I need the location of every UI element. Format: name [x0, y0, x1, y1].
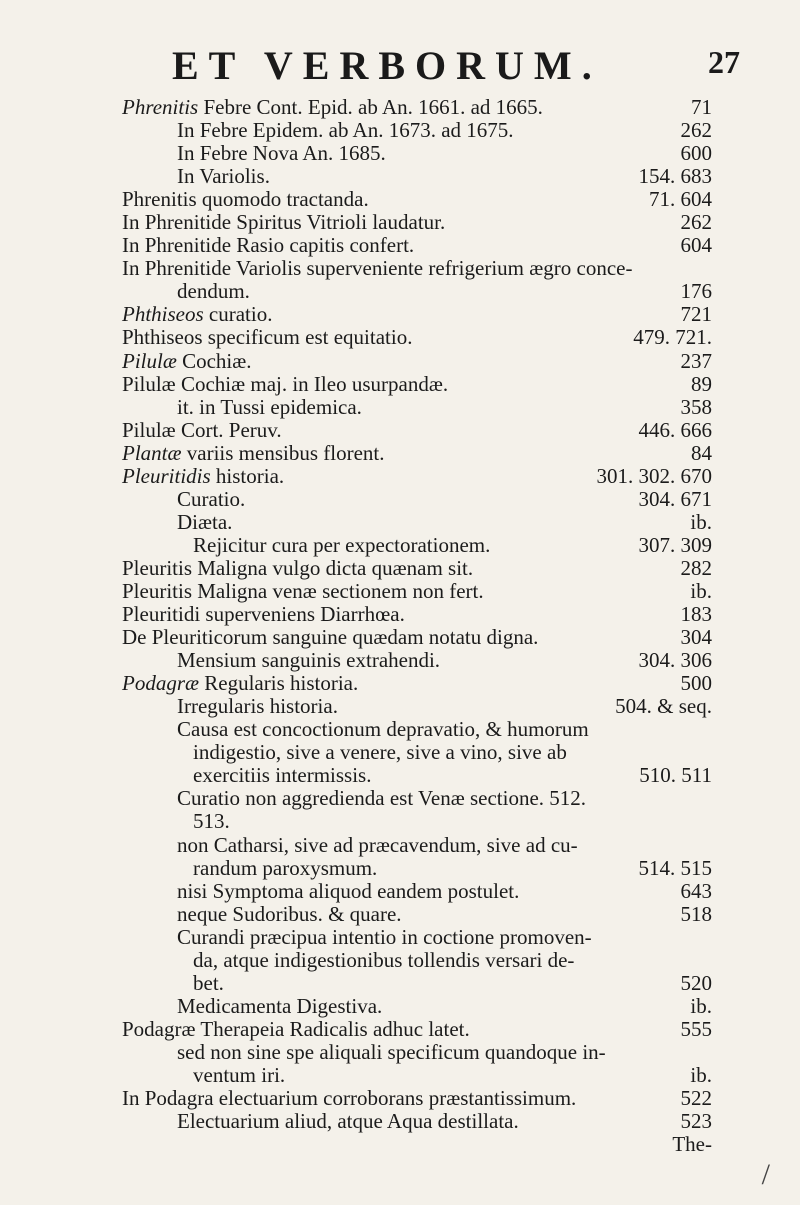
entry-headword: Phthiseos: [122, 302, 204, 327]
index-entry: [0, 834, 800, 857]
entry-text: [122, 580, 484, 603]
entry-text: [122, 465, 284, 488]
entry-page-reference: 237: [680, 348, 712, 373]
index-entry: [0, 257, 800, 280]
index-entry: [0, 534, 800, 557]
index-entry: [0, 165, 800, 188]
entry-headword: Pilulæ: [122, 348, 177, 373]
index-entry: [0, 303, 800, 326]
entry-text: [193, 741, 567, 764]
index-entry: [0, 764, 800, 787]
entry-body: dendum.: [177, 279, 250, 304]
entry-page-reference: 183: [680, 602, 712, 627]
entry-body: randum paroxysmum.: [193, 855, 378, 880]
entry-page-reference: 304. 671: [638, 486, 712, 511]
index-entry: [0, 419, 800, 442]
entry-page-reference: 358: [680, 394, 712, 419]
margin-slash-mark: /: [761, 1158, 770, 1191]
entry-page-reference: ib.: [690, 1062, 712, 1087]
index-entry: [0, 511, 800, 534]
entry-text: [122, 626, 538, 649]
entry-text: [122, 188, 369, 211]
entry-page-reference: 604: [680, 233, 712, 258]
entry-body: In Febre Nova An. 1685.: [177, 141, 386, 166]
entry-text: [122, 672, 358, 695]
entry-text: [122, 603, 405, 626]
entry-body: Pleuritis Maligna venæ sectionem non fert.: [122, 578, 484, 603]
index-entry: [0, 741, 800, 764]
index-entry: [0, 695, 800, 718]
entry-page-reference: 71. 604: [649, 187, 712, 212]
entry-text: [177, 718, 589, 741]
entry-page-reference: 514. 515: [638, 855, 712, 880]
index-entry: [0, 787, 800, 810]
entry-text: [122, 326, 412, 349]
index-entry: [0, 603, 800, 626]
entry-body: Pilulæ Cort. Peruv.: [122, 417, 282, 442]
index-entry: [0, 903, 800, 926]
entry-text: [122, 1018, 470, 1041]
entry-body: Curatio non aggredienda est Venæ sectione. 512.: [177, 786, 587, 811]
entry-headword: Podagræ: [122, 671, 200, 696]
entry-page-reference: 721: [680, 302, 712, 327]
page-number: 27: [708, 44, 740, 80]
entry-page-reference: 643: [680, 878, 712, 903]
entry-text: [177, 142, 386, 165]
entry-body: In Podagra electuarium corroborans præstantissimum.: [122, 1086, 577, 1111]
entry-page-reference: 154. 683: [638, 164, 712, 189]
index-entry: [0, 188, 800, 211]
entry-page-reference: The-: [672, 1132, 712, 1157]
entry-body: In Phrenitide Spiritus Vitrioli laudatur.: [122, 210, 446, 235]
entry-body: it. in Tussi epidemica.: [177, 394, 362, 419]
entry-body: Irregularis historia.: [177, 694, 338, 719]
entry-body: Phthiseos specificum est equitatio.: [122, 325, 413, 350]
entry-body: Pleuritis Maligna vulgo dicta quænam sit.: [122, 555, 474, 580]
entry-body: ventum iri.: [193, 1062, 286, 1087]
entry-body: Phrenitis quomodo tractanda.: [122, 187, 369, 212]
entry-body: neque Sudoribus. & quare.: [177, 901, 402, 926]
index-entry: [0, 1087, 800, 1110]
entry-text: [177, 834, 578, 857]
entry-headword: Pleuritidis: [122, 463, 211, 488]
entry-text: [177, 926, 592, 949]
entry-text: [193, 810, 230, 833]
entry-body: Regularis historia.: [199, 671, 359, 696]
entry-text: [122, 442, 384, 465]
entry-page-reference: 523: [680, 1109, 712, 1134]
entry-body: In Variolis.: [177, 164, 270, 189]
index-entry: [0, 119, 800, 142]
entry-body: bet.: [193, 970, 224, 995]
entry-page-reference: 71: [691, 95, 712, 119]
index-entry: [0, 1041, 800, 1064]
entry-body: non Catharsi, sive ad præcavendum, sive ad cu-: [177, 832, 578, 857]
index-entry: [0, 672, 800, 695]
index-entry: [0, 926, 800, 949]
index-entry: [0, 373, 800, 396]
entry-text: [193, 857, 377, 880]
entry-page-reference: 84: [691, 440, 712, 465]
entry-body: Curatio.: [177, 486, 246, 511]
index-entry: [0, 1133, 800, 1156]
entry-body: In Phrenitide Variolis superveniente refrigerium ægro conce-: [122, 256, 633, 281]
entry-text: [122, 350, 252, 373]
index-entry: [0, 1064, 800, 1087]
entry-text: [177, 119, 514, 142]
index-entry: [0, 810, 800, 833]
entry-text: [122, 257, 632, 280]
entry-body: In Febre Epidem. ab An. 1673. ad 1675.: [177, 118, 514, 143]
index-entry: [0, 211, 800, 234]
entry-text: [122, 211, 445, 234]
entry-body: 513.: [193, 809, 230, 834]
entry-page-reference: 522: [680, 1086, 712, 1111]
entry-body: exercitiis intermissis.: [193, 763, 372, 788]
entry-body: Cochiæ.: [176, 348, 252, 373]
header-title: ET VERBORUM.: [172, 43, 602, 88]
running-header: [0, 42, 800, 88]
index-entry: [0, 350, 800, 373]
entry-text: [122, 419, 282, 442]
entry-page-reference: 520: [680, 970, 712, 995]
index-entry: [0, 718, 800, 741]
entry-body: Electuarium aliud, atque Aqua destillata.: [177, 1109, 519, 1134]
entry-text: [122, 303, 272, 326]
entry-page-reference: 262: [680, 210, 712, 235]
entry-page-reference: 262: [680, 118, 712, 143]
entry-text: [177, 1041, 606, 1064]
entry-text: [177, 280, 250, 303]
entry-page-reference: 301. 302. 670: [596, 463, 712, 488]
entry-text: [177, 1110, 519, 1133]
entry-body: da, atque indigestionibus tollendis versari de-: [193, 947, 575, 972]
index-entry: [0, 280, 800, 303]
entry-text: [193, 534, 490, 557]
entry-body: Pleuritidi superveniens Diarrhœa.: [122, 602, 405, 627]
index-entry: [0, 949, 800, 972]
entry-body: In Phrenitide Rasio capitis confert.: [122, 233, 415, 258]
entry-page-reference: 555: [680, 1016, 712, 1041]
index-entry: [0, 995, 800, 1018]
entry-body: Rejicitur cura per expectorationem.: [193, 532, 491, 557]
index-entries: [0, 96, 800, 1156]
entry-body: Pilulæ Cochiæ maj. in Ileo usurpandæ.: [122, 371, 449, 396]
entry-body: sed non sine spe aliquali specificum quandoque in-: [177, 1039, 606, 1064]
index-entry: [0, 1018, 800, 1041]
entry-text: [122, 1087, 576, 1110]
index-entry: [0, 442, 800, 465]
index-entry: [0, 626, 800, 649]
entry-text: [193, 764, 371, 787]
entry-page-reference: 304: [680, 625, 712, 650]
entry-text: [177, 695, 338, 718]
entry-text: [177, 396, 362, 419]
index-entry: [0, 649, 800, 672]
entry-body: Febre Cont. Epid. ab An. 1661. ad 1665.: [198, 95, 543, 119]
entry-text: [193, 972, 224, 995]
entry-text: [177, 880, 519, 903]
entry-body: Curandi præcipua intentio in coctione promoven-: [177, 924, 592, 949]
entry-page-reference: ib.: [690, 578, 712, 603]
entry-text: [177, 787, 586, 810]
entry-page-reference: 500: [680, 671, 712, 696]
entry-body: Mensium sanguinis extrahendi.: [177, 648, 441, 673]
entry-body: indigestio, sive a venere, sive a vino, sive ab: [193, 740, 567, 765]
entry-text: [177, 995, 382, 1018]
entry-text: [177, 511, 232, 534]
index-entry: [0, 142, 800, 165]
entry-text: [177, 903, 402, 926]
entry-page-reference: 176: [680, 279, 712, 304]
entry-text: [193, 949, 574, 972]
entry-page-reference: 504. & seq.: [615, 694, 712, 719]
index-entry: [0, 465, 800, 488]
entry-page-reference: 89: [691, 371, 712, 396]
entry-body: variis mensibus florent.: [181, 440, 385, 465]
index-entry: [0, 488, 800, 511]
entry-headword: Plantæ: [122, 440, 182, 465]
entry-page-reference: 307. 309: [638, 532, 712, 557]
entry-body: Podagræ Therapeia Radicalis adhuc latet.: [122, 1016, 470, 1041]
index-entry: [0, 96, 800, 119]
entry-text: [122, 96, 543, 119]
entry-text: [122, 373, 448, 396]
entry-text: [177, 488, 245, 511]
entry-text: [122, 234, 414, 257]
entry-body: De Pleuriticorum sanguine quædam notatu digna.: [122, 625, 539, 650]
index-entry: [0, 557, 800, 580]
entry-page-reference: ib.: [690, 993, 712, 1018]
index-entry: [0, 580, 800, 603]
entry-page-reference: 600: [680, 141, 712, 166]
entry-text: [177, 165, 270, 188]
index-entry: [0, 326, 800, 349]
entry-text: [122, 557, 473, 580]
entry-page-reference: 304. 306: [638, 648, 712, 673]
entry-body: Medicamenta Digestiva.: [177, 993, 383, 1018]
index-entry: [0, 396, 800, 419]
entry-page-reference: 518: [680, 901, 712, 926]
index-entry: [0, 857, 800, 880]
entry-page-reference: 510. 511: [639, 763, 712, 788]
entry-body: Diæta.: [177, 509, 233, 534]
entry-body: historia.: [210, 463, 285, 488]
entry-page-reference: 446. 666: [638, 417, 712, 442]
index-entry: [0, 972, 800, 995]
index-entry: [0, 1110, 800, 1133]
index-entry: [0, 880, 800, 903]
entry-body: Causa est concoctionum depravatio, & humorum: [177, 717, 589, 742]
entry-text: [177, 649, 440, 672]
entry-headword: Phrenitis: [122, 95, 199, 119]
entry-body: curatio.: [203, 302, 273, 327]
index-entry: [0, 234, 800, 257]
entry-page-reference: ib.: [690, 509, 712, 534]
entry-page-reference: 479. 721.: [633, 325, 712, 350]
entry-body: nisi Symptoma aliquod eandem postulet.: [177, 878, 520, 903]
entry-page-reference: 282: [680, 555, 712, 580]
entry-text: [193, 1064, 285, 1087]
